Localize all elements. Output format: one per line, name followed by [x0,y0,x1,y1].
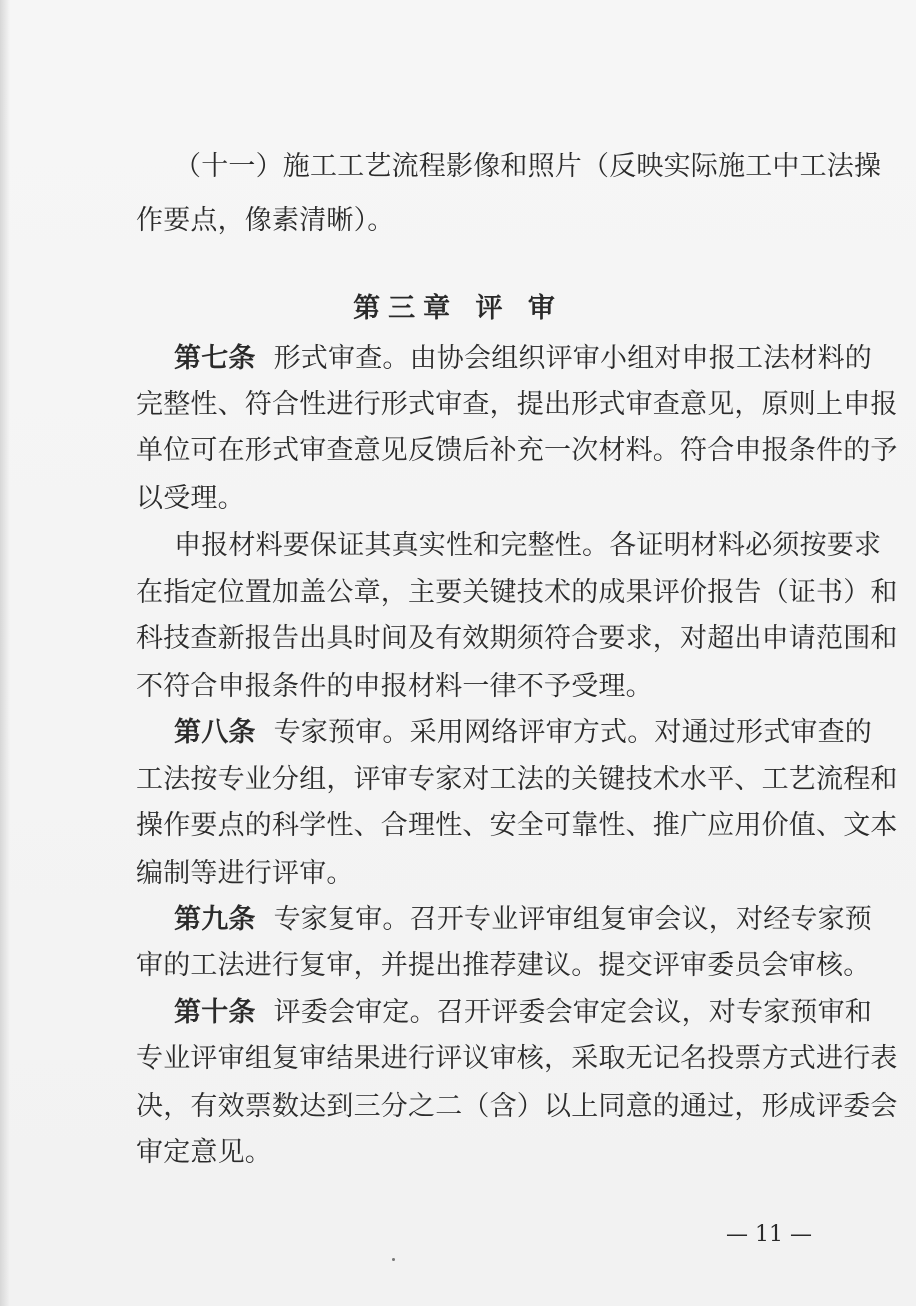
article-8-title: 第八条 [174,717,256,748]
article-8-text-1: 专家预审。采用网络评审方式。对通过形式审查的 [273,717,873,748]
article-7-line-1 [174,343,873,374]
article-9-line-1 [174,904,873,935]
article-10-line-2: 专业评审组复审结果进行评议审核，采取无记名投票方式进行表 [136,1043,898,1074]
paragraph-2-line-2: 在指定位置加盖公章，主要关键技术的成果评价报告（证书）和 [136,577,898,608]
article-7-line-4: 以受理。 [136,483,245,514]
item11-line-1: （十一）施工工艺流程影像和照片（反映实际施工中工法操 [174,151,882,182]
article-10-text-1: 评委会审定。召开评委会审定会议，对专家预审和 [273,997,873,1028]
article-7-line-2: 完整性、符合性进行形式审查，提出形式审查意见，原则上申报 [136,389,898,420]
paragraph-2-line-3: 科技查新报告出具时间及有效期须符合要求，对超出申请范围和 [136,623,898,654]
article-9-line-2: 审的工法进行复审，并提出推荐建议。提交评审委员会审核。 [136,950,871,981]
article-9-title: 第九条 [174,904,256,935]
page-number: — 11 — [726,1222,812,1247]
item11-line-2: 作要点，像素清晰）。 [136,205,395,236]
article-8-line-1 [174,717,873,748]
article-7-line-3: 单位可在形式审查意见反馈后补充一次材料。符合申报条件的予 [136,435,898,466]
chapter-heading: 第三章 评 审 [353,293,563,324]
article-9-text-1: 专家复审。召开专业评审组复审会议，对经专家预 [273,904,873,935]
article-10-line-4: 审定意见。 [136,1137,272,1168]
article-8-line-4: 编制等进行评审。 [136,858,354,889]
article-7-title: 第七条 [174,343,256,374]
article-8-line-2: 工法按专业分组，评审专家对工法的关键技术水平、工艺流程和 [136,764,898,795]
scan-left-edge [0,0,10,1306]
paragraph-2-line-1: 申报材料要保证其真实性和完整性。各证明材料必须按要求 [174,530,882,561]
paragraph-2-line-4: 不符合申报条件的申报材料一律不予受理。 [136,671,653,702]
article-10-line-3: 决，有效票数达到三分之二（含）以上同意的通过，形成评委会 [136,1091,898,1122]
article-7-text-1: 形式审查。由协会组织评审小组对申报工法材料的 [273,343,873,374]
scan-dot [392,1258,395,1261]
article-10-line-1 [174,997,873,1028]
article-8-line-3: 操作要点的科学性、合理性、安全可靠性、推广应用价值、文本 [136,810,898,841]
article-10-title: 第十条 [174,997,256,1028]
